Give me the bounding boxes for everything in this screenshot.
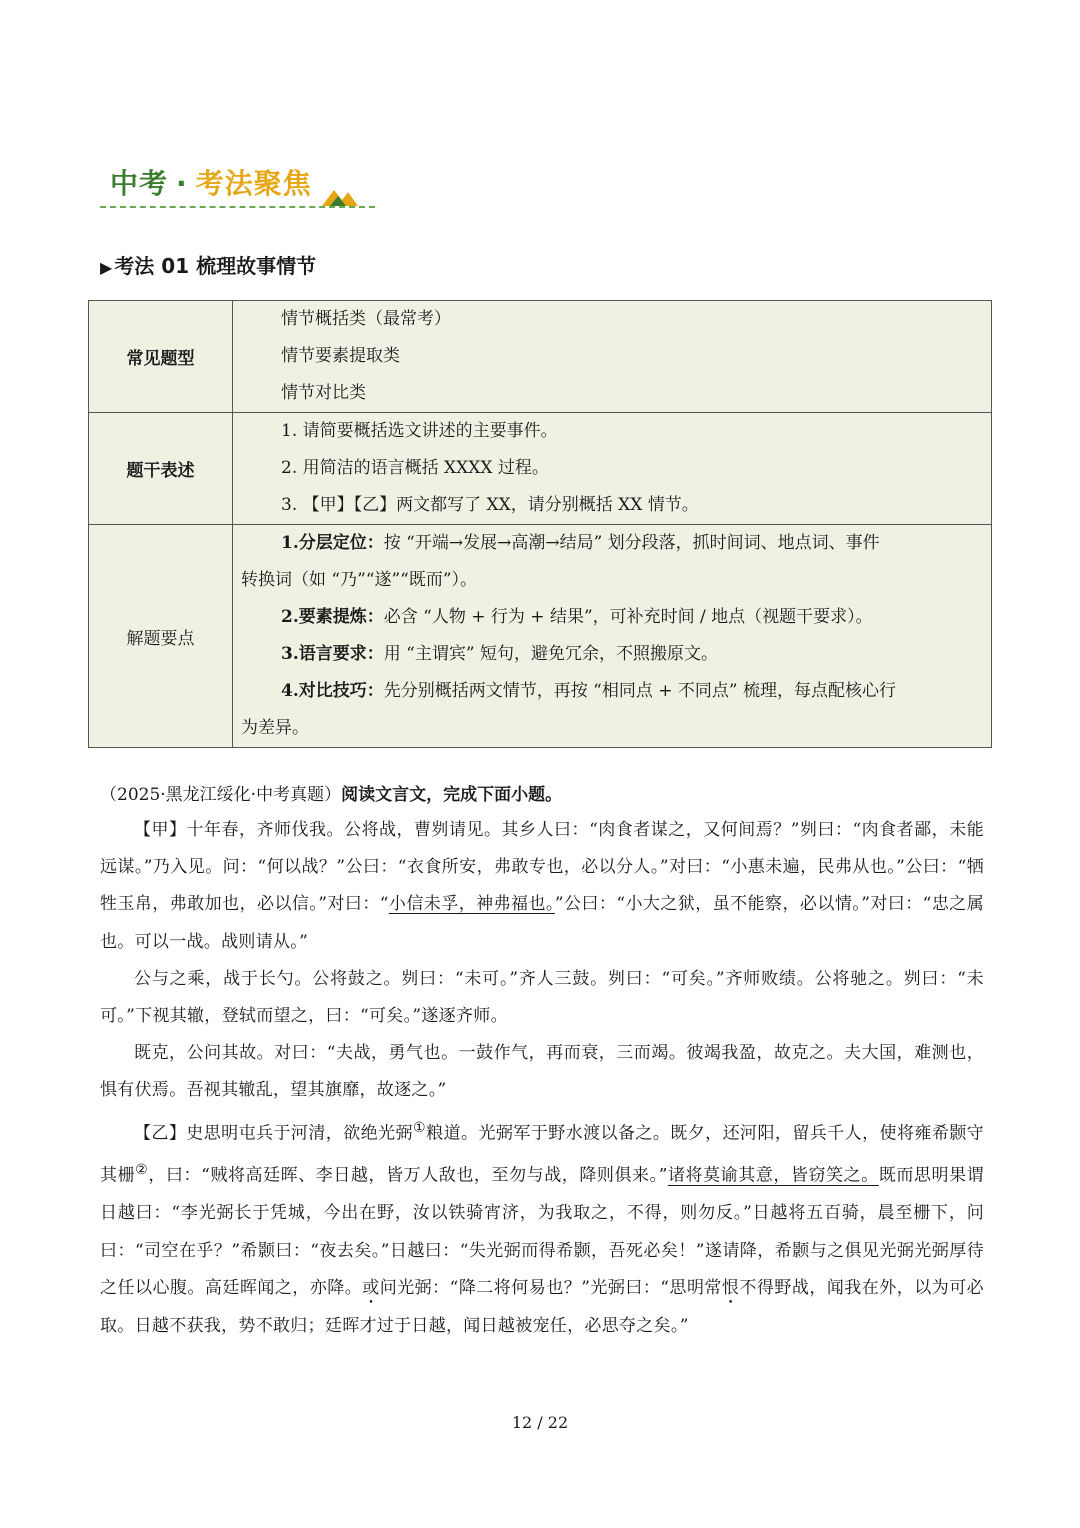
- text-span: 【甲】十年春，齐师伐我。公将战，曹刿请见。其乡人曰：“肉食者谋之，又何间焉？”刿曰：“肉食者鄙，未能远谋。”乃入见。问：“何以战？”公曰：“衣食所安，弗敢专也，必以分人。”对曰：“小惠未遍，民弗从也。”公曰：“牺牲玉帛，弗敢加也，必以信。”对曰：“: [100, 820, 984, 915]
- point-head: 2.要素提炼：: [281, 607, 384, 627]
- paragraph: [100, 1110, 984, 1345]
- instruction: 阅读文言文，完成下面小题。: [341, 785, 563, 805]
- banner-part1: 中考: [110, 167, 169, 200]
- footnote-marker: ②: [135, 1162, 149, 1179]
- text-span: 【乙】史思明屯兵于河清，欲绝光弼: [134, 1123, 413, 1144]
- underlined-sentence: 诸将莫谕其意，皆窃笑之。: [667, 1166, 879, 1187]
- banner-title: [110, 162, 312, 202]
- list-item: 情节对比类: [281, 383, 366, 403]
- page-number: 12 / 22: [511, 1413, 569, 1432]
- footnote-marker: ①: [413, 1119, 427, 1136]
- row-label: 常见题型: [89, 301, 233, 413]
- list-item: 情节概括类（最常考）: [281, 309, 451, 329]
- list-item: 3. 【甲】【乙】两文都写了 XX，请分别概括 XX 情节。: [281, 495, 699, 515]
- banner-part2: 考法聚焦: [195, 167, 312, 200]
- list-item: [241, 525, 981, 562]
- point-text: 用 “主谓宾” 短句，避免冗余，不照搬原文。: [383, 644, 718, 664]
- question-source: [100, 780, 562, 805]
- paragraph: [100, 812, 984, 961]
- paragraph: 既克，公问其故。对曰：“夫战，勇气也。一鼓作气，再而衰，三而竭。彼竭我盈，故克之。夫大国，难测也，惧有伏焉。吾视其辙乱，望其旗靡，故逐之。”: [100, 1043, 984, 1101]
- text-span: 问光弼：“降二将何易也？”光弼曰：“思明常: [379, 1277, 722, 1298]
- row-content: [233, 525, 992, 748]
- text-span: ，曰：“贼将高廷晖、李日越，皆万人敌也，至勿与战，降则俱来。”: [148, 1166, 668, 1187]
- triangle-icon: ▶: [100, 258, 113, 277]
- point-head: 3.语言要求：: [281, 644, 384, 664]
- point-head: 4.对比技巧：: [281, 681, 384, 701]
- list-item: 情节要素提取类: [281, 346, 400, 366]
- row-content: [233, 301, 992, 413]
- list-item: 1. 请简要概括选文讲述的主要事件。: [281, 421, 558, 441]
- source-label: （2025·黑龙江绥化·中考真题）: [100, 785, 342, 805]
- list-item: 2. 用简洁的语言概括 XXXX 过程。: [281, 458, 549, 478]
- row-label: 解题要点: [89, 525, 233, 748]
- paragraph: 公与之乘，战于长勺。公将鼓之。刿曰：“未可。”齐人三鼓。刿曰：“可矣。”齐师败绩。公将驰之。刿曰：“未可。”下视其辙，登轼而望之，曰：“可矣。”遂逐齐师。: [100, 968, 984, 1027]
- section-heading: [100, 250, 316, 279]
- method-table: [88, 300, 992, 748]
- table-row: [89, 301, 992, 413]
- point-head: 1.分层定位：: [281, 533, 384, 553]
- text-span: 既而思明果谓日越曰：“李光弼长于凭城，今出在野，汝以铁骑宵济，为我取之，不得，则勿反。”日越将五百骑，晨至栅下，问曰：“司空在乎？”希颢曰：“夜去矣。”日越曰：“失光弼而得希颢，吾死必矣！”遂请降，希颢与之俱见光弼光弼厚待之任以心腹。高廷晖闻之，亦降。: [100, 1166, 984, 1298]
- text-span: ”公曰：“小大之狱，虽不能察，必以情。”对曰：“忠之属也。可以一战。战则请从。”: [100, 894, 985, 952]
- list-item: [241, 599, 981, 636]
- list-item: [241, 636, 981, 673]
- section-title: 考法 01 梳理故事情节: [114, 254, 317, 278]
- table-row: [89, 525, 992, 748]
- emphasized-word: 恨: [721, 1277, 740, 1298]
- list-item: [241, 673, 981, 710]
- point-text: 按 “开端→发展→高潮→结局” 划分段落，抓时间词、地点词、事件: [383, 533, 880, 553]
- point-text: 先分别概括两文情节，再按 “相同点 + 不同点” 梳理，每点配核心行: [383, 681, 896, 701]
- classical-text: [100, 812, 984, 1345]
- list-item-continued: 为差异。: [241, 718, 309, 738]
- text-span: 不得野战，闻我在外，以为可必取。日越不获我，势不敢归；廷晖才过于日越，闻日越被宠任，必思夺之矣。”: [100, 1277, 984, 1336]
- list-item-continued: 转换词（如 “乃”“遂”“既而”）。: [241, 570, 478, 590]
- mountain-icon: [320, 178, 360, 208]
- emphasized-word: 或: [362, 1277, 380, 1298]
- row-label: 题干表述: [89, 413, 233, 525]
- row-content: [233, 413, 992, 525]
- banner-divider: [100, 206, 375, 208]
- underlined-sentence: 小信未孚，神弗福也。: [388, 894, 555, 915]
- table-row: [89, 413, 992, 525]
- banner-dot: ·: [176, 167, 188, 200]
- text-span: 粮道。光弼军于野水渡以备之。既夕，还河阳，留兵千人，使将雍希颢守其栅: [100, 1123, 984, 1187]
- point-text: 必含 “人物 + 行为 + 结果”，可补充时间 / 地点（视题干要求）。: [383, 607, 873, 627]
